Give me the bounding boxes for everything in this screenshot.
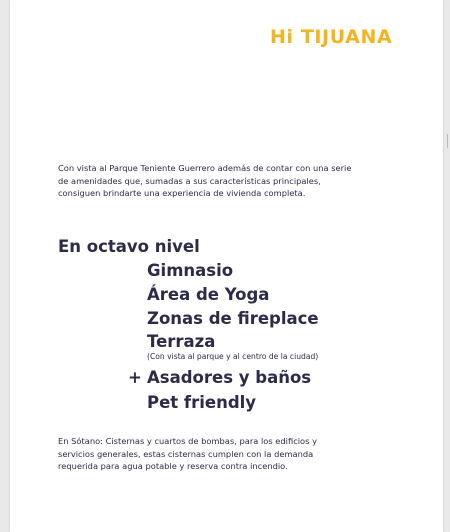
terraza-note: (Con vista al parque y al centro de la ciudad) [147,352,319,361]
amenity-gimnasio: Gimnasio [147,261,234,280]
amenity-pet-friendly: Pet friendly [147,393,257,412]
section-heading: En octavo nivel [58,237,200,256]
plus-icon: + [128,368,142,387]
amenity-fireplace: Zonas de fireplace [147,309,319,328]
amenity-asadores: Asadores y baños [147,368,312,387]
intro-paragraph: Con vista al Parque Teniente Guerrero además de contar con una serie de amenidades que, sumadas a sus características principales, consiguen brindarte una experiencia de vivienda completa. [58,163,352,198]
amenity-terraza: Terraza [147,332,216,351]
brand-logo: Hi TIJUANA [270,26,393,48]
scrollbar-thumb[interactable] [447,134,448,148]
amenity-yoga: Área de Yoga [147,285,270,304]
footer-paragraph: En Sótano: Cisternas y cuartos de bombas, para los edificios y servicios generales, estas cisternas cumplen con la demanda requerida para agua potable y reserva contra incendio. [58,436,318,471]
